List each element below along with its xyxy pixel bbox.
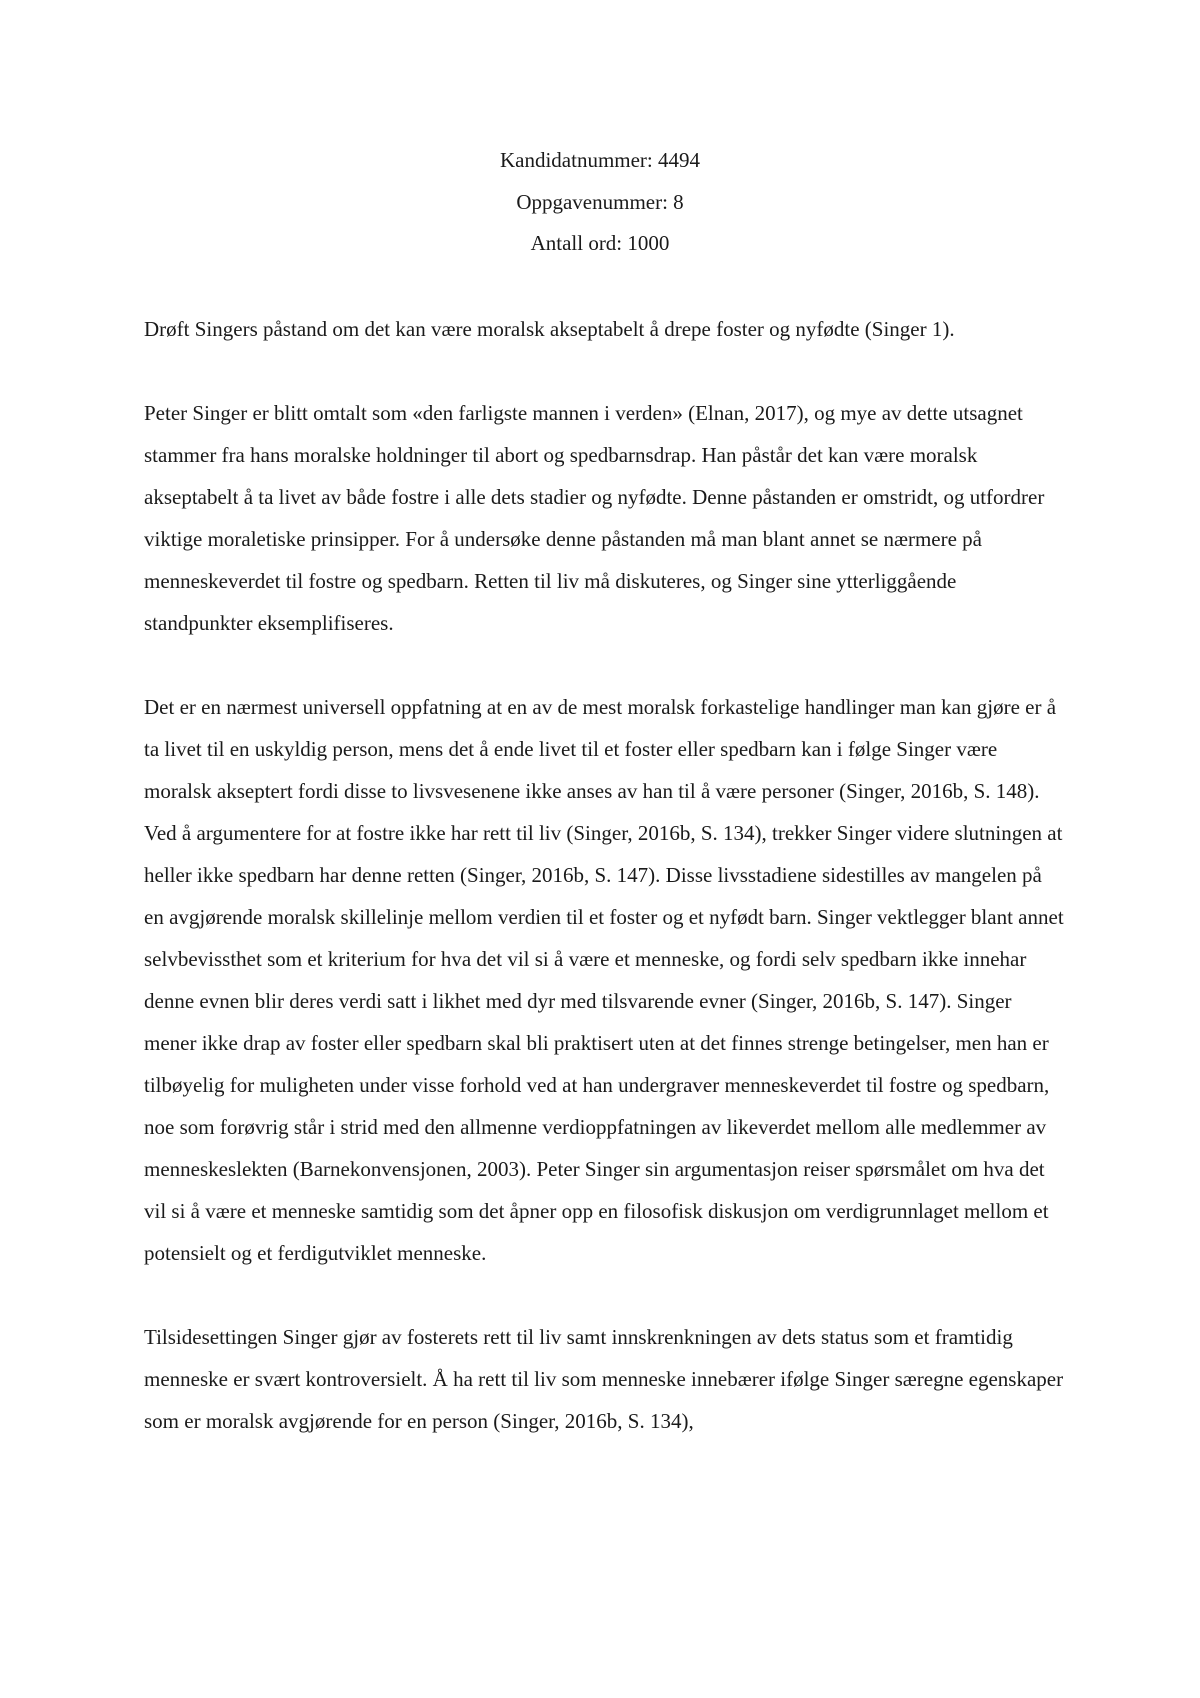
document-header	[0, 140, 1200, 265]
candidate-number: Kandidatnummer: 4494	[499, 148, 701, 172]
paragraph-discussion: Tilsidesettingen Singer gjør av fosterets rett til liv samt innskrenkningen av dets status som et framtidig menneske er svært kontroversielt. Å ha rett til liv som menneske innebærer ifølge Singer særegne egenskaper som er moralsk avgjørende for en person (Singer, 2016b, S. 134),	[144, 1325, 1064, 1433]
paragraph-introduction: Peter Singer er blitt omtalt som «den farligste mannen i verden» (Elnan, 2017), og mye av dette utsagnet stammer fra hans moralske holdninger til abort og spedbarnsdrap. Han påstår det kan være moralsk akseptabelt å ta livet av både fostre i alle dets stadier og nyfødte. Denne påstanden er omstridt, og utfordrer viktige moraletiske prinsipper. For å undersøke denne påstanden må man blant annet se nærmere på menneskeverdet til fostre og spedbarn. Retten til liv må diskuteres, og Singer sine ytterliggående standpunkter eksemplifiseres.	[144, 401, 1045, 635]
assignment-number: Oppgavenummer: 8	[516, 189, 684, 214]
task-title: Drøft Singers påstand om det kan være moralsk akseptabelt å drepe foster og nyfødte (Singer 1).	[144, 317, 955, 341]
word-count: Antall ord: 1000	[530, 231, 670, 255]
paragraph-argument: Det er en nærmest universell oppfatning at en av de mest moralsk forkastelige handlinger man kan gjøre er å ta livet til en uskyldig person, mens det å ende livet til et foster eller spedbarn kan i følge Singer være moralsk akseptert fordi disse to livsvesenene ikke anses av han til å være personer (Singer, 2016b, S. 148). Ved å argumentere for at fostre ikke har rett til liv (Singer, 2016b, S. 134), trekker Singer videre slutningen at heller ikke spedbarn har denne retten (Singer, 2016b, S. 147). Disse livsstadiene sidestilles av mangelen på en avgjørende moralsk skillelinje mellom verdien til et foster og et nyfødt barn. Singer vektlegger blant annet selvbevissthet som et kriterium for hva det vil si å være et menneske, og fordi selv spedbarn ikke innehar denne evnen blir deres verdi satt i likhet med dyr med tilsvarende evner (Singer, 2016b, S. 147). Singer mener ikke drap av foster eller spedbarn skal bli praktisert uten at det finnes strenge betingelser, men han er tilbøyelig for muligheten under visse forhold ved at han undergraver menneskeverdet til fostre og spedbarn, noe som forøvrig står i strid med den allmenne verdioppfatningen av likeverdet mellom alle medlemmer av menneskeslekten (Barnekonvensjonen, 2003). Peter Singer sin argumentasjon reiser spørsmålet om hva det vil si å være et menneske samtidig som det åpner opp en filosofisk diskusjon om verdigrunnlaget mellom et potensielt og et ferdigutviklet menneske.	[144, 695, 1064, 1265]
document-body	[144, 308, 1064, 1484]
